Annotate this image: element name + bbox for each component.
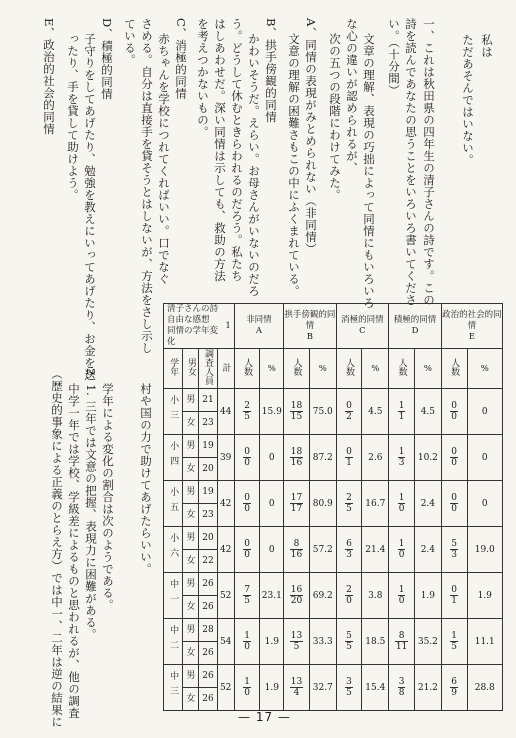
page-number: — 17 — (238, 710, 291, 724)
sex-cell: 女 (183, 596, 199, 619)
total-cell: 44 (217, 389, 234, 435)
value-cell: $\frac{1}{0}$ (234, 665, 260, 711)
table-row (164, 619, 503, 642)
value-cell: $\frac{5}{3}$ (441, 527, 467, 573)
total-cell: 54 (217, 619, 234, 665)
value-cell: $\frac{18}{16}$ (284, 435, 310, 481)
percent-cell: 1.9 (260, 665, 284, 711)
percent-cell: 1.9 (414, 573, 441, 619)
percent-cell: 69.2 (309, 573, 336, 619)
grade-cell: 小五 (164, 481, 183, 527)
category-header: 非同情 A (234, 304, 283, 349)
grade-cell: 中一 (164, 573, 183, 619)
count-cell: 28 (199, 619, 217, 642)
count-cell: 23 (199, 412, 217, 435)
value-cell: $\frac{0}{0}$ (441, 435, 467, 481)
percent-header: % (414, 349, 441, 389)
value-cell: $\frac{13}{4}$ (284, 665, 310, 711)
percent-cell: 11.1 (467, 619, 502, 665)
table-row (164, 573, 503, 596)
grade-cell: 小四 (164, 435, 183, 481)
category-header: 拱手傍観的同情 B (284, 304, 337, 349)
total-cell: 52 (217, 665, 234, 711)
column-header: 学年 (164, 349, 183, 389)
value-cell: $\frac{3}{5}$ (336, 665, 362, 711)
percent-cell: 87.2 (309, 435, 336, 481)
percent-cell: 15.4 (362, 665, 389, 711)
value-cell: $\frac{1}{3}$ (389, 435, 415, 481)
count-cell: 26 (199, 665, 217, 688)
value-cell: $\frac{0}{1}$ (441, 573, 467, 619)
percent-cell: 21.4 (362, 527, 389, 573)
text-column: かわいそうだ。えらい。お母さんがいないのだろ (247, 33, 261, 297)
category-header: 積極的同情 D (389, 304, 442, 349)
text-column: さめる。自分は直接手を貸そうとはしないが、方法をさし示し (140, 18, 154, 354)
percent-cell: 35.2 (414, 619, 441, 665)
percent-cell: 3.8 (362, 573, 389, 619)
text-column: B、拱手傍観的同情 (264, 18, 278, 123)
table-row (164, 389, 503, 412)
sex-cell: 女 (183, 504, 199, 527)
percent-cell: 57.2 (309, 527, 336, 573)
text-column: 文章の理解、表現の巧拙によって同情にもいろいろ (362, 33, 376, 309)
value-cell: $\frac{0}{2}$ (336, 389, 362, 435)
percent-cell: 16.7 (362, 481, 389, 527)
percent-cell: 2.4 (414, 527, 441, 573)
count-cell: 23 (199, 504, 217, 527)
percent-cell: 1.9 (260, 619, 284, 665)
percent-cell: 0 (467, 389, 502, 435)
value-cell: $\frac{7}{5}$ (234, 573, 260, 619)
value-cell: $\frac{8}{11}$ (389, 619, 415, 665)
total-cell: 42 (217, 481, 234, 527)
text-column: 赤ちゃんを学校につれてくればいい。口でなぐ (157, 33, 171, 285)
total-cell: 42 (217, 527, 234, 573)
count-header: 人数 (336, 349, 362, 389)
count-header: 人数 (441, 349, 467, 389)
percent-header: % (260, 349, 284, 389)
percent-cell: 1.9 (467, 573, 502, 619)
text-column: い。（十分間） (387, 18, 401, 97)
percent-cell: 10.2 (414, 435, 441, 481)
value-cell: $\frac{17}{17}$ (284, 481, 310, 527)
sex-cell: 女 (183, 550, 199, 573)
text-column: ったり、手を貸して助けよう。 (66, 33, 80, 201)
percent-cell: 33.3 (309, 619, 336, 665)
sex-cell: 男 (183, 573, 199, 596)
text-column: 次の五つの段階にわけてみた。 (328, 33, 342, 201)
value-cell: $\frac{1}{0}$ (389, 481, 415, 527)
value-cell: $\frac{1}{0}$ (234, 619, 260, 665)
value-cell: $\frac{2}{5}$ (336, 481, 362, 527)
text-column: C、消極的同情 (174, 18, 188, 100)
value-cell: $\frac{6}{9}$ (441, 665, 467, 711)
percent-header: % (467, 349, 502, 389)
text-column: 村や国の力で助けてあげたらいい。 (139, 383, 153, 575)
sex-cell: 男 (183, 435, 199, 458)
percent-cell: 2.4 (414, 481, 441, 527)
count-cell: 20 (199, 527, 217, 550)
value-cell: $\frac{0}{0}$ (441, 481, 467, 527)
text-column: 文意の理解の困難さもこの中にふくまれている。 (287, 33, 301, 297)
percent-cell: 0 (260, 435, 284, 481)
count-header: 人数 (389, 349, 415, 389)
percent-cell: 18.5 (362, 619, 389, 665)
value-cell: $\frac{13}{5}$ (284, 619, 310, 665)
value-cell: $\frac{1}{0}$ (389, 527, 415, 573)
percent-cell: 2.6 (362, 435, 389, 481)
percent-cell: 4.5 (362, 389, 389, 435)
percent-cell: 0 (260, 481, 284, 527)
category-header: 消極的同情 C (336, 304, 389, 349)
text-column: 一、これは秋田県の四年生の清子さんの詩です。この (422, 18, 436, 306)
sex-cell: 女 (183, 688, 199, 711)
sex-cell: 男 (183, 619, 199, 642)
count-cell: 19 (199, 435, 217, 458)
percent-header: % (362, 349, 389, 389)
count-cell: 19 (199, 481, 217, 504)
value-cell: $\frac{16}{20}$ (284, 573, 310, 619)
text-column: E、政治的社会的同情 (42, 18, 56, 135)
count-cell: 26 (199, 642, 217, 665)
count-cell: 26 (199, 688, 217, 711)
count-header: 人数 (284, 349, 310, 389)
count-cell: 20 (199, 458, 217, 481)
text-column: な心の違いが認められるが、 (345, 18, 359, 174)
column-header: 男女 (183, 349, 199, 389)
grade-cell: 小六 (164, 527, 183, 573)
value-cell: $\frac{0}{0}$ (234, 481, 260, 527)
text-column: 子守りをしてあげたり、勉強を教えにいってあげたり、お金を送 (83, 33, 97, 381)
value-cell: $\frac{0}{1}$ (336, 435, 362, 481)
percent-cell: 80.9 (309, 481, 336, 527)
text-column: D、積極的同情 (100, 18, 114, 100)
text-column: 2. 1. 三年では文意の把握、表現力に困難がある。 (84, 368, 98, 641)
text-column: 中学一年では学校、学級差によるものと思われるが、他の調査 (67, 383, 81, 719)
table-title: 清子さんの詩 自由な感想 同情の学年変化 1 (164, 304, 235, 349)
text-column: 詩を読んであなたの思うことをいろいろ書いてくださ (404, 18, 418, 306)
text-column: ている。 (123, 18, 137, 66)
percent-cell: 0 (467, 481, 502, 527)
percent-cell: 4.5 (414, 389, 441, 435)
percent-cell: 21.2 (414, 665, 441, 711)
count-cell: 22 (199, 550, 217, 573)
text-column: （歴史的事象による正義のとらえ方）では中一、二年は逆の結果に (50, 368, 64, 728)
table-row (164, 665, 503, 688)
percent-cell: 28.8 (467, 665, 502, 711)
table-row (164, 481, 503, 504)
percent-cell: 0 (260, 527, 284, 573)
value-cell: $\frac{6}{3}$ (336, 527, 362, 573)
value-cell: $\frac{1}{0}$ (389, 573, 415, 619)
text-column: を考えつかないもの。 (196, 18, 210, 138)
text-column: ただあそんではいない。 (461, 34, 475, 166)
grade-cell: 中三 (164, 665, 183, 711)
value-cell: $\frac{0}{0}$ (234, 527, 260, 573)
text-column: 私は (480, 34, 494, 58)
value-cell: $\frac{2}{0}$ (336, 573, 362, 619)
sympathy-table-wrap (163, 303, 503, 704)
value-cell: $\frac{3}{8}$ (389, 665, 415, 711)
text-column: う。どうして休むときらわれるのだろう。私たち (230, 18, 244, 282)
count-cell: 26 (199, 596, 217, 619)
text-column: A、同情の表現がみとめられない（非同情） (304, 18, 318, 255)
value-cell: $\frac{1}{1}$ (389, 389, 415, 435)
grade-cell: 小三 (164, 389, 183, 435)
column-header: 調査人員 (199, 349, 217, 389)
text-column: はしあわせだ。深い同情は示しても、救助の方法 (213, 18, 227, 282)
value-cell: $\frac{5}{5}$ (336, 619, 362, 665)
percent-cell: 15.9 (260, 389, 284, 435)
total-cell: 39 (217, 435, 234, 481)
percent-cell: 75.0 (309, 389, 336, 435)
percent-cell: 0 (467, 435, 502, 481)
grade-cell: 中二 (164, 619, 183, 665)
category-header: 政治的社会的同情 E (441, 304, 502, 349)
count-cell: 26 (199, 573, 217, 596)
percent-cell: 23.1 (260, 573, 284, 619)
sex-cell: 男 (183, 389, 199, 412)
value-cell: $\frac{2}{5}$ (234, 389, 260, 435)
percent-cell: 32.7 (309, 665, 336, 711)
text-column: 学年による変化の割合は次のようである。 (101, 383, 115, 611)
sex-cell: 男 (183, 481, 199, 504)
sex-cell: 女 (183, 642, 199, 665)
percent-header: % (309, 349, 336, 389)
value-cell: $\frac{8}{16}$ (284, 527, 310, 573)
value-cell: $\frac{0}{0}$ (234, 435, 260, 481)
column-header: 計 (217, 349, 234, 389)
value-cell: $\frac{1}{5}$ (441, 619, 467, 665)
table-row (164, 435, 503, 458)
value-cell: $\frac{0}{0}$ (441, 389, 467, 435)
sex-cell: 女 (183, 458, 199, 481)
count-header: 人数 (234, 349, 260, 389)
sex-cell: 女 (183, 412, 199, 435)
table-row (164, 527, 503, 550)
value-cell: $\frac{18}{15}$ (284, 389, 310, 435)
percent-cell: 19.0 (467, 527, 502, 573)
sex-cell: 男 (183, 665, 199, 688)
total-cell: 52 (217, 573, 234, 619)
count-cell: 21 (199, 389, 217, 412)
sympathy-grade-table (163, 303, 503, 711)
sex-cell: 男 (183, 527, 199, 550)
